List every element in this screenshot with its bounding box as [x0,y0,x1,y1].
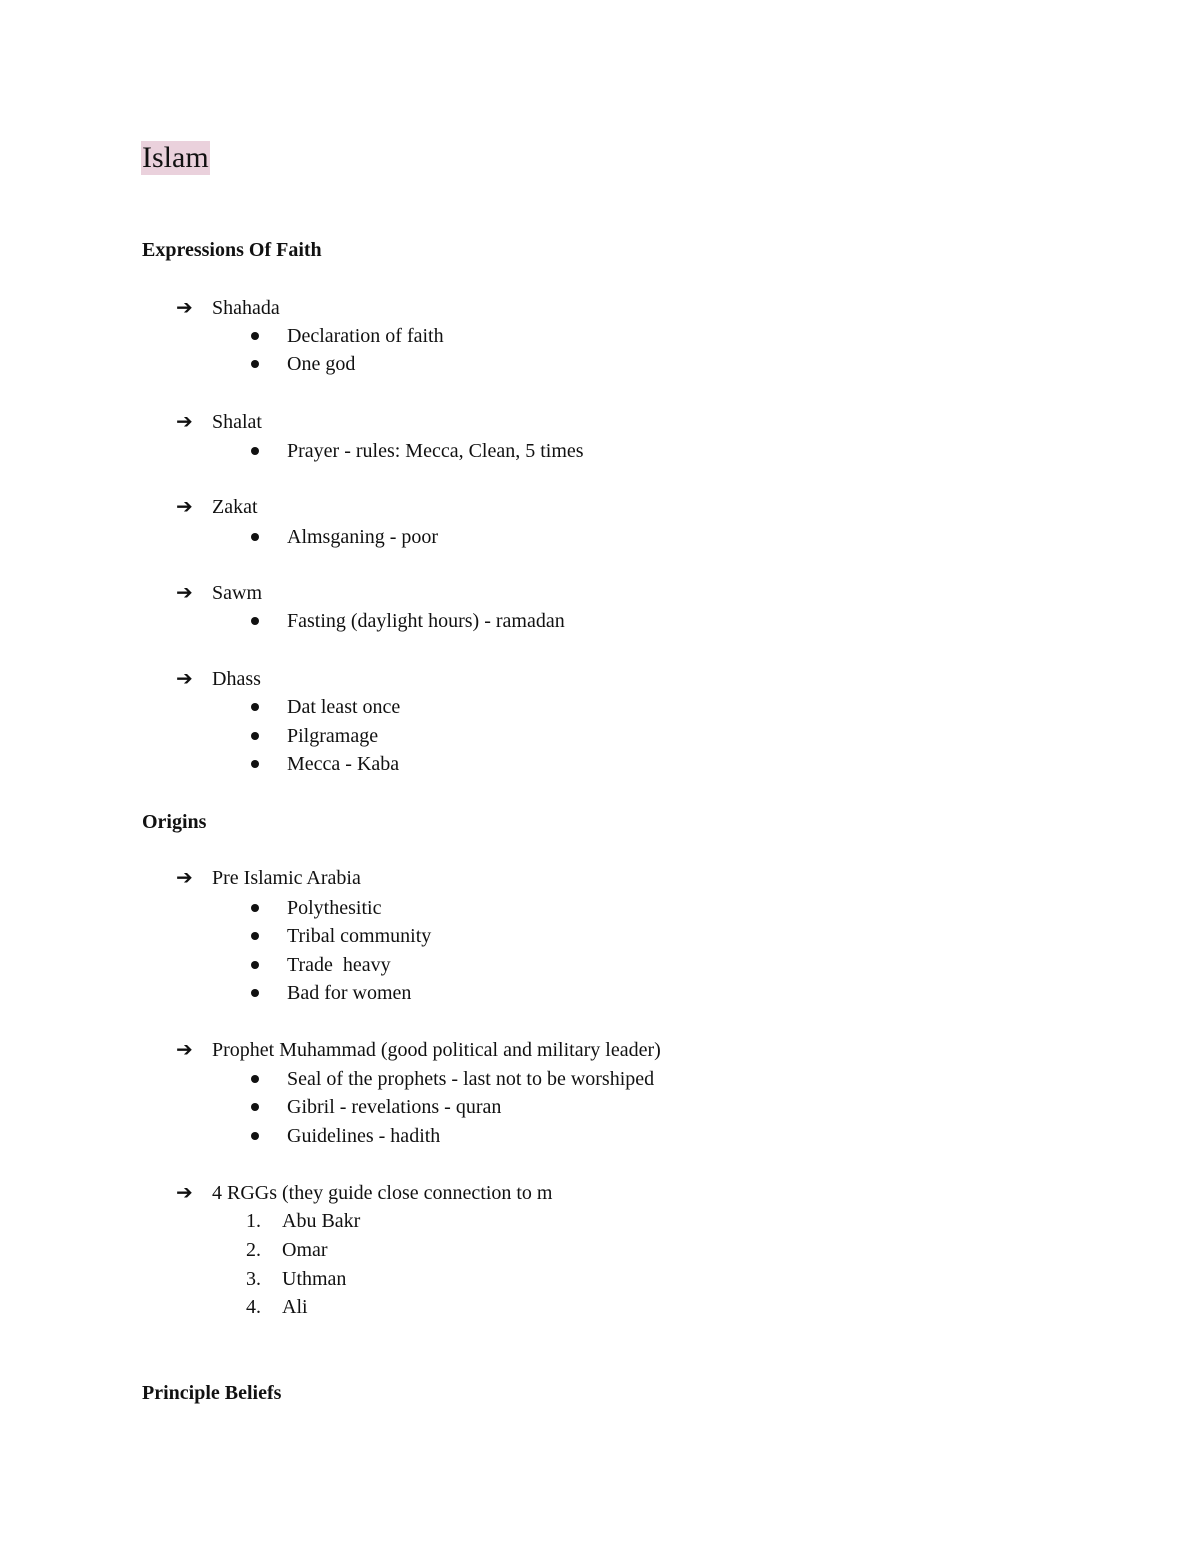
item-label: Pre Islamic Arabia [212,867,361,889]
bullet-item [246,924,431,948]
arrow-icon: ➔ [176,411,193,433]
document-title: Islam [142,141,209,174]
numbered-item [246,1295,308,1319]
bullet-icon [251,904,259,912]
list-number: 1. [246,1210,261,1232]
bullet-item [246,439,584,463]
arrow-icon: ➔ [176,1182,193,1204]
bullet-icon [251,360,259,368]
item-label: Prophet Muhammad (good political and military leader) [212,1039,661,1061]
arrow-item [176,1181,553,1205]
arrow-icon: ➔ [176,668,193,690]
bullet-icon [251,732,259,740]
bullet-item [246,953,391,977]
item-label: Zakat [212,496,258,518]
bullet-text: Polythesitic [287,897,382,919]
bullet-text: Dat least once [287,696,401,718]
bullet-item [246,724,378,748]
bullet-item [246,695,400,719]
bullet-icon [251,932,259,940]
item-label: Dhass [212,668,261,690]
arrow-item [176,495,258,519]
numbered-text: Ali [282,1296,308,1318]
bullet-icon [251,617,259,625]
bullet-icon [251,989,259,997]
numbered-text: Omar [282,1239,328,1261]
bullet-item [246,752,399,776]
bullet-item [246,896,381,920]
arrow-item [176,410,262,434]
numbered-item [246,1238,328,1262]
arrow-item [176,866,361,890]
section-heading-expressions: Expressions Of Faith [142,239,322,261]
list-number: 3. [246,1268,261,1290]
bullet-item [246,1067,654,1091]
bullet-icon [251,1075,259,1083]
list-number: 2. [246,1239,261,1261]
bullet-text: Guidelines - hadith [287,1125,441,1147]
item-label: Shahada [212,297,280,319]
bullet-icon [251,703,259,711]
arrow-icon: ➔ [176,297,193,319]
bullet-text: Tribal community [287,925,432,947]
bullet-item [246,1124,440,1148]
bullet-text: Prayer - rules: Mecca, Clean, 5 times [287,440,584,462]
bullet-icon [251,332,259,340]
bullet-icon [251,760,259,768]
numbered-item [246,1209,360,1233]
bullet-text: Fasting (daylight hours) - ramadan [287,610,565,632]
bullet-text: Trade heavy [287,954,391,976]
bullet-item [246,1095,501,1119]
bullet-text: Seal of the prophets - last not to be worshiped [287,1068,655,1090]
item-label: 4 RGGs (they guide close connection to m [212,1182,553,1204]
bullet-icon [251,1132,259,1140]
bullet-text: Declaration of faith [287,325,444,347]
bullet-icon [251,447,259,455]
bullet-item [246,525,438,549]
bullet-item [246,352,355,376]
bullet-text: Bad for women [287,982,412,1004]
bullet-item [246,324,444,348]
item-label: Shalat [212,411,262,433]
arrow-icon: ➔ [176,496,193,518]
arrow-icon: ➔ [176,582,193,604]
numbered-text: Abu Bakr [282,1210,361,1232]
bullet-item [246,981,411,1005]
arrow-icon: ➔ [176,867,193,889]
arrow-item [176,296,280,320]
bullet-icon [251,961,259,969]
section-heading-principle-beliefs: Principle Beliefs [142,1382,282,1404]
item-label: Sawm [212,582,262,604]
numbered-text: Uthman [282,1268,347,1290]
arrow-item [176,667,261,691]
bullet-text: One god [287,353,356,375]
bullet-text: Pilgramage [287,725,379,747]
bullet-icon [251,533,259,541]
bullet-item [246,609,565,633]
arrow-icon: ➔ [176,1039,193,1061]
bullet-text: Almsganing - poor [287,526,439,548]
arrow-item [176,1038,661,1062]
numbered-item [246,1267,346,1291]
arrow-item [176,581,262,605]
list-number: 4. [246,1296,261,1318]
bullet-text: Mecca - Kaba [287,753,400,775]
bullet-icon [251,1103,259,1111]
section-heading-origins: Origins [142,811,207,833]
bullet-text: Gibril - revelations - quran [287,1096,502,1118]
